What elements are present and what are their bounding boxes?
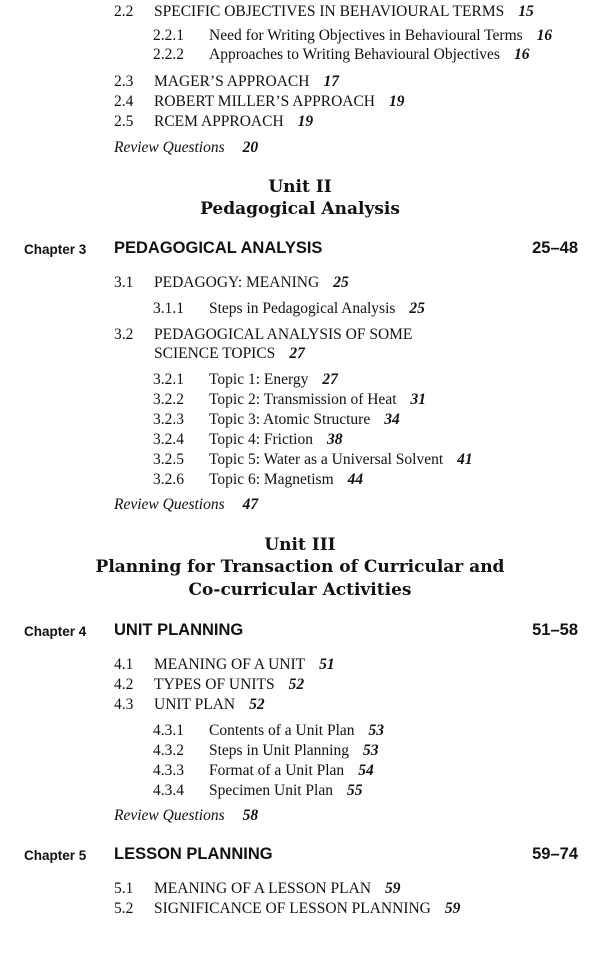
entry-page: 52	[288, 676, 305, 693]
review-label: Review Questions	[114, 496, 225, 513]
toc-entry-2-2-1[interactable]	[153, 26, 552, 46]
toc-entry-3-2-1[interactable]	[153, 370, 338, 390]
entry-page: 19	[297, 113, 314, 130]
entry-page: 53	[368, 722, 385, 739]
entry-title-line2: SCIENCE TOPICS	[154, 345, 276, 362]
toc-entry-2-5[interactable]	[114, 112, 313, 132]
chapter-page-range: 25–48	[532, 239, 578, 257]
toc-entry-3-1-1[interactable]	[153, 299, 425, 319]
entry-page: 52	[249, 696, 265, 713]
entry-page: 27	[322, 371, 338, 388]
entry-title: Topic 5: Water as a Universal Solvent	[209, 451, 444, 468]
entry-number: 3.2.2	[153, 391, 184, 408]
entry-number: 2.4	[114, 93, 134, 110]
toc-entry-2-2-2[interactable]	[153, 45, 529, 65]
entry-number: 5.2	[114, 900, 134, 917]
entry-page: 54	[358, 762, 374, 779]
chapter-label: Chapter 3	[24, 242, 87, 257]
toc-entry-4-3-3[interactable]	[153, 761, 374, 781]
toc-entry-3-2-4[interactable]	[153, 430, 342, 450]
chapter-5-heading[interactable]	[0, 843, 600, 867]
entry-title: Steps in Pedagogical Analysis	[209, 300, 396, 317]
toc-entry-4-3-2[interactable]	[153, 741, 378, 761]
entry-number: 2.2.2	[153, 46, 184, 63]
entry-number: 3.2.6	[153, 471, 184, 488]
entry-title: PEDAGOGY: MEANING	[154, 274, 320, 291]
entry-title: ROBERT MILLER’S APPROACH	[154, 93, 375, 110]
entry-title: Topic 6: Magnetism	[209, 471, 334, 488]
entry-page: 59	[385, 880, 401, 897]
entry-number: 3.2.3	[153, 411, 184, 428]
entry-title: Topic 3: Atomic Structure	[209, 411, 371, 428]
entry-number: 3.2	[114, 326, 134, 343]
toc-entry-5-2[interactable]	[114, 899, 460, 919]
entry-title: Approaches to Writing Behavioural Objectives	[209, 46, 500, 63]
entry-title: Need for Writing Objectives in Behavioural Terms	[209, 27, 523, 44]
entry-title: MAGER’S APPROACH	[154, 73, 310, 90]
toc-entry-3-2[interactable]	[114, 325, 412, 345]
entry-page: 20	[242, 139, 259, 156]
entry-page: 47	[242, 496, 259, 513]
entry-page: 58	[242, 807, 259, 824]
entry-number: 4.3.2	[153, 742, 184, 759]
entry-title: SPECIFIC OBJECTIVES IN BEHAVIOURAL TERMS	[154, 3, 505, 20]
review-questions-ch2[interactable]	[114, 138, 258, 158]
entry-page: 17	[323, 73, 339, 90]
toc-entry-5-1[interactable]	[114, 879, 401, 899]
entry-title: Topic 4: Friction	[209, 431, 313, 448]
chapter-page-range: 51–58	[532, 621, 578, 639]
entry-number: 4.2	[114, 676, 134, 693]
entry-number: 3.2.1	[153, 371, 184, 388]
entry-page: 51	[319, 656, 335, 673]
entry-page: 27	[289, 345, 305, 362]
entry-page: 16	[536, 27, 553, 44]
toc-entry-2-3[interactable]	[114, 72, 339, 92]
toc-entry-4-2[interactable]	[114, 675, 304, 695]
toc-entry-4-3-4[interactable]	[153, 781, 363, 801]
toc-entry-4-3[interactable]	[114, 695, 265, 715]
entry-page: 34	[384, 411, 400, 428]
entry-number: 5.1	[114, 880, 134, 897]
review-questions-ch3[interactable]	[114, 495, 258, 515]
review-label: Review Questions	[114, 139, 225, 156]
entry-title: Topic 2: Transmission of Heat	[209, 391, 397, 408]
toc-entry-3-1[interactable]	[114, 273, 349, 293]
toc-entry-4-1[interactable]	[114, 655, 335, 675]
entry-number: 4.3.1	[153, 722, 184, 739]
entry-number: 4.3.4	[153, 782, 184, 799]
toc-entry-2-2[interactable]	[114, 2, 534, 22]
chapter-title: LESSON PLANNING	[114, 845, 273, 863]
entry-title-line1: PEDAGOGICAL ANALYSIS OF SOME	[154, 326, 413, 343]
entry-number: 4.3.3	[153, 762, 184, 779]
entry-title: MEANING OF A UNIT	[154, 656, 306, 673]
entry-page: 53	[362, 742, 379, 759]
entry-title: UNIT PLAN	[154, 696, 236, 713]
toc-entry-3-2-5[interactable]	[153, 450, 473, 470]
toc-entry-3-2-3[interactable]	[153, 410, 400, 430]
toc-entry-3-2-6[interactable]	[153, 470, 363, 490]
unit-3-number: Unit III	[264, 535, 336, 555]
unit-3-title-line1: Planning for Transaction of Curricular and	[95, 557, 505, 577]
entry-title: TYPES OF UNITS	[154, 676, 275, 693]
chapter-title: UNIT PLANNING	[114, 621, 244, 639]
toc-entry-2-4[interactable]	[114, 92, 405, 112]
chapter-label: Chapter 4	[24, 624, 87, 639]
chapter-title: PEDAGOGICAL ANALYSIS	[114, 239, 323, 257]
entry-page: 59	[444, 900, 461, 917]
entry-page: 16	[513, 46, 530, 63]
entry-page: 15	[518, 3, 534, 20]
entry-page: 19	[389, 93, 405, 110]
chapter-label: Chapter 5	[24, 848, 87, 863]
entry-number: 3.1.1	[153, 300, 184, 317]
entry-title: MEANING OF A LESSON PLAN	[154, 880, 372, 897]
unit-3-title-line2: Co-curricular Activities	[188, 580, 412, 600]
entry-number: 2.5	[114, 113, 134, 130]
toc-entry-3-2-cont[interactable]	[154, 344, 305, 364]
entry-number: 3.2.5	[153, 451, 184, 468]
entry-page: 25	[409, 300, 425, 317]
chapter-3-heading[interactable]	[0, 237, 600, 261]
entry-page: 41	[457, 451, 473, 468]
entry-title: Contents of a Unit Plan	[209, 722, 355, 739]
entry-title: Format of a Unit Plan	[209, 762, 345, 779]
entry-page: 55	[347, 782, 363, 799]
entry-number: 3.1	[114, 274, 134, 291]
unit-2-number: Unit II	[268, 177, 332, 197]
entry-title: Steps in Unit Planning	[209, 742, 349, 759]
entry-number: 2.3	[114, 73, 134, 90]
entry-number: 3.2.4	[153, 431, 184, 448]
entry-title: RCEM APPROACH	[154, 113, 284, 130]
entry-number: 2.2.1	[153, 27, 184, 44]
entry-page: 31	[410, 391, 426, 408]
entry-page: 38	[326, 431, 343, 448]
review-label: Review Questions	[114, 807, 225, 824]
review-questions-ch4[interactable]	[114, 806, 258, 826]
entry-title: Topic 1: Energy	[209, 371, 309, 388]
chapter-4-heading[interactable]	[0, 619, 600, 643]
chapter-page-range: 59–74	[532, 845, 578, 863]
entry-number: 4.3	[114, 696, 134, 713]
unit-2-title: Pedagogical Analysis	[200, 199, 400, 219]
toc-entry-4-3-1[interactable]	[153, 721, 384, 741]
entry-page: 25	[333, 274, 349, 291]
entry-title: SIGNIFICANCE OF LESSON PLANNING	[154, 900, 431, 917]
entry-number: 4.1	[114, 656, 134, 673]
entry-title: Specimen Unit Plan	[209, 782, 333, 799]
toc-entry-3-2-2[interactable]	[153, 390, 426, 410]
entry-page: 44	[347, 471, 364, 488]
entry-number: 2.2	[114, 3, 134, 20]
